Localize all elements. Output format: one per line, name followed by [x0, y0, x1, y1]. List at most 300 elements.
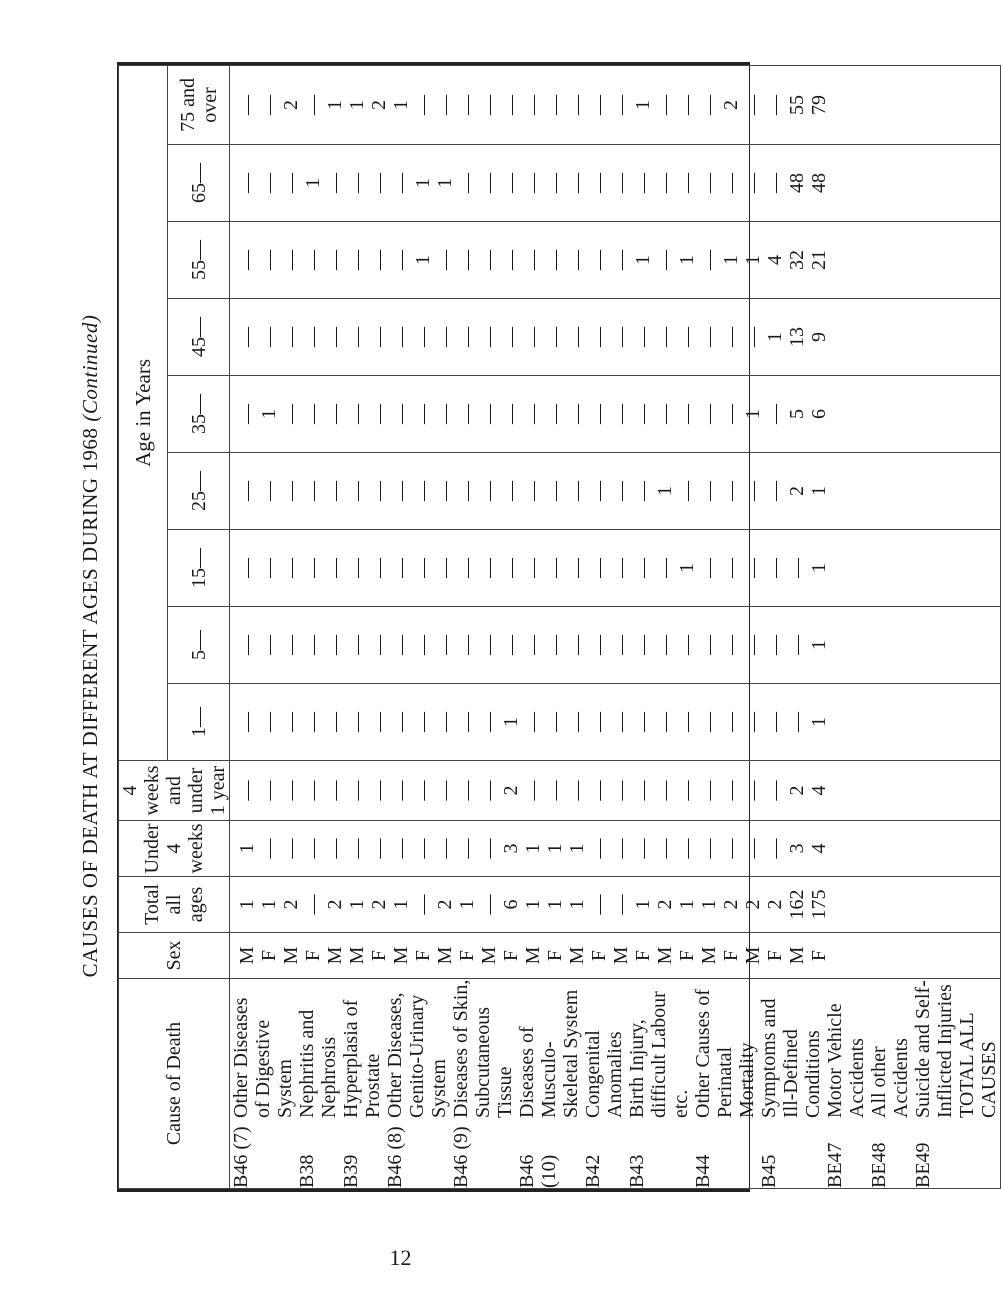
- a45-value: —: [500, 327, 522, 347]
- cause-entry: B38 Nephritis and Nephrosis: [296, 1009, 340, 1188]
- a35-value: —: [522, 404, 544, 424]
- a45-value: —: [302, 327, 324, 347]
- a25-value: —: [610, 481, 632, 501]
- w4to1y-value: —: [588, 780, 610, 801]
- cause-entry: B39 Hyperplasia of Prostate: [340, 999, 384, 1188]
- a55-value: —: [478, 250, 500, 270]
- age-35-column: [230, 376, 1001, 453]
- a45-value: —: [412, 327, 434, 347]
- a35-value: —: [588, 404, 610, 424]
- a25-value: —: [478, 481, 500, 501]
- a25-value: —: [632, 481, 654, 501]
- a5-value: —: [302, 635, 324, 655]
- a15-value: —: [478, 558, 500, 578]
- a75-value: —: [456, 94, 478, 115]
- page-number: 12: [389, 1245, 412, 1270]
- a45-value: —: [324, 327, 346, 347]
- a75-value: 2: [280, 99, 302, 110]
- a65-value: —: [632, 173, 654, 193]
- a15-value: —: [588, 558, 610, 578]
- w4to1y-value: —: [258, 780, 280, 801]
- cause-entry: B42 Congenital Anomalies: [582, 1030, 626, 1188]
- a1-value: —: [324, 712, 346, 732]
- a45-value: —: [280, 327, 302, 347]
- total-value: 2: [742, 899, 764, 910]
- a45-value: —: [456, 327, 478, 347]
- a5-value: —: [764, 635, 786, 655]
- under4w-value: —: [302, 838, 324, 859]
- age-45-column: [230, 299, 1001, 376]
- a1-value: 1: [808, 717, 830, 727]
- sex-value: M: [522, 946, 544, 965]
- under4w-value: —: [456, 838, 478, 859]
- a65-value: —: [456, 173, 478, 193]
- total-value: 2: [654, 899, 676, 910]
- w4to1y-value: —: [742, 780, 764, 801]
- total-value: 2: [434, 899, 456, 910]
- a5-value: —: [654, 635, 676, 655]
- a65-value: —: [236, 173, 258, 193]
- a15-value: —: [390, 558, 412, 578]
- a5-value: —: [390, 635, 412, 655]
- a1-value: —: [236, 712, 258, 732]
- w4to1y-value: —: [654, 780, 676, 801]
- sex-value: F: [258, 949, 280, 962]
- w4to1y-value: —: [368, 780, 390, 801]
- a75-value: 2: [368, 99, 390, 110]
- a1-value: —: [764, 712, 786, 732]
- a35-value: —: [390, 404, 412, 424]
- a5-value: —: [632, 635, 654, 655]
- a55-value: 1: [720, 255, 742, 265]
- a35-value: —: [456, 404, 478, 424]
- sex-value: F: [632, 949, 654, 962]
- 4-weeks-to-1-year-column: [230, 761, 1001, 821]
- age-1-column: [230, 684, 1001, 761]
- under4w-value: —: [632, 838, 654, 859]
- age-15-column: [230, 530, 1001, 607]
- a55-value: —: [280, 250, 302, 270]
- header-age-15: 15—: [168, 530, 230, 607]
- header-age-5: 5—: [168, 607, 230, 684]
- a55-value: 1: [412, 255, 434, 265]
- a75-value: —: [676, 94, 698, 115]
- a55-value: 4: [764, 255, 786, 265]
- w4to1y-value: —: [456, 780, 478, 801]
- a25-value: —: [566, 481, 588, 501]
- a65-value: —: [368, 173, 390, 193]
- a1-value: —: [412, 712, 434, 732]
- sex-value: F: [412, 949, 434, 962]
- a75-value: 1: [324, 99, 346, 110]
- under4w-value: —: [654, 838, 676, 859]
- under4w-value: 1: [522, 843, 544, 854]
- a15-value: —: [698, 558, 720, 578]
- a25-value: —: [742, 481, 764, 501]
- header-cause: Cause of Death: [119, 979, 230, 1189]
- a45-value: 13: [786, 327, 808, 347]
- a1-value: —: [346, 712, 368, 732]
- w4to1y-value: —: [544, 780, 566, 801]
- a35-value: —: [500, 404, 522, 424]
- age-5-column: [230, 607, 1001, 684]
- under4w-value: 1: [544, 843, 566, 854]
- causes-of-death-table: [118, 65, 1001, 1189]
- a15-value: 1: [676, 563, 698, 573]
- w4to1y-value: —: [676, 780, 698, 801]
- a35-value: —: [412, 404, 434, 424]
- w4to1y-value: —: [522, 780, 544, 801]
- a5-value: —: [412, 635, 434, 655]
- a65-value: —: [324, 173, 346, 193]
- a15-value: —: [632, 558, 654, 578]
- a55-value: 32: [786, 250, 808, 270]
- a15-value: —: [500, 558, 522, 578]
- a35-value: —: [654, 404, 676, 424]
- a25-value: —: [302, 481, 324, 501]
- a55-value: —: [566, 250, 588, 270]
- a5-value: —: [720, 635, 742, 655]
- under4w-value: —: [434, 838, 456, 859]
- a75-value: —: [698, 94, 720, 115]
- under4w-value: —: [676, 838, 698, 859]
- header-age-55: 55—: [168, 222, 230, 299]
- sex-value: F: [588, 949, 610, 962]
- total-value: 1: [566, 899, 588, 910]
- a35-value: —: [302, 404, 324, 424]
- cause-entry: B46 (10) Diseases of Musculo-Skeletal System: [516, 989, 582, 1188]
- a55-value: —: [302, 250, 324, 270]
- a1-value: —: [478, 712, 500, 732]
- a5-value: —: [500, 635, 522, 655]
- a1-value: —: [368, 712, 390, 732]
- sex-value: M: [786, 946, 808, 965]
- under4w-value: —: [742, 838, 764, 859]
- a75-value: —: [412, 94, 434, 115]
- a1-value: —: [742, 712, 764, 732]
- a15-value: —: [566, 558, 588, 578]
- a55-value: —: [434, 250, 456, 270]
- under4w-value: 3: [786, 843, 808, 854]
- under4w-value: 4: [808, 843, 830, 854]
- w4to1y-value: —: [324, 780, 346, 801]
- under4w-value: —: [412, 838, 434, 859]
- a15-value: —: [280, 558, 302, 578]
- a1-value: —: [610, 712, 632, 732]
- sex-value: M: [698, 946, 720, 965]
- a45-value: —: [742, 327, 764, 347]
- sex-value: M: [566, 946, 588, 965]
- a5-value: —: [478, 635, 500, 655]
- a5-value: —: [742, 635, 764, 655]
- total-value: 2: [324, 899, 346, 910]
- total-value: 6: [500, 899, 522, 910]
- a45-value: —: [632, 327, 654, 347]
- total-value: —: [478, 894, 500, 915]
- a35-value: —: [698, 404, 720, 424]
- a45-value: —: [588, 327, 610, 347]
- a65-value: 1: [302, 178, 324, 188]
- w4to1y-value: —: [346, 780, 368, 801]
- cause-entry-total: TOTAL ALL CAUSES: [956, 1013, 1000, 1118]
- sex-value: F: [368, 949, 390, 962]
- w4to1y-value: —: [698, 780, 720, 801]
- a1-value: —: [698, 712, 720, 732]
- total-value: 2: [764, 899, 786, 910]
- a5-value: —: [324, 635, 346, 655]
- page-title: [75, 21, 105, 1271]
- a45-value: —: [720, 327, 742, 347]
- a75-value: —: [434, 94, 456, 115]
- total-value: 1: [544, 899, 566, 910]
- a35-value: —: [720, 404, 742, 424]
- w4to1y-value: 4: [808, 785, 830, 796]
- a15-value: —: [302, 558, 324, 578]
- under4w-value: —: [324, 838, 346, 859]
- a65-value: —: [588, 173, 610, 193]
- a65-value: —: [390, 173, 412, 193]
- a25-value: —: [368, 481, 390, 501]
- a15-value: 1: [808, 563, 830, 573]
- a15-value: —: [236, 558, 258, 578]
- a45-value: —: [654, 327, 676, 347]
- a75-value: 79: [808, 94, 830, 115]
- a55-value: —: [456, 250, 478, 270]
- total-value: —: [302, 894, 324, 915]
- a75-value: —: [588, 94, 610, 115]
- a55-value: 1: [676, 255, 698, 265]
- sex-value: F: [720, 949, 742, 962]
- a55-value: —: [324, 250, 346, 270]
- a65-value: —: [522, 173, 544, 193]
- a35-value: 6: [808, 409, 830, 419]
- a15-value: —: [412, 558, 434, 578]
- a15-value: —: [434, 558, 456, 578]
- a5-value: —: [346, 635, 368, 655]
- a55-value: —: [368, 250, 390, 270]
- sex-value: F: [500, 949, 522, 962]
- a35-value: —: [324, 404, 346, 424]
- total-value: 2: [280, 899, 302, 910]
- cause-entry: B45 Symptoms and Ill-Defined Conditions: [758, 998, 824, 1188]
- a35-value: —: [566, 404, 588, 424]
- a35-value: —: [368, 404, 390, 424]
- a5-value: —: [786, 635, 808, 655]
- a1-value: —: [654, 712, 676, 732]
- a15-value: —: [786, 558, 808, 578]
- under4w-value: 1: [236, 843, 258, 854]
- a65-value: —: [500, 173, 522, 193]
- page-title-suffix: (Continued): [77, 314, 102, 422]
- under4w-value: —: [588, 838, 610, 859]
- a35-value: —: [478, 404, 500, 424]
- a15-value: —: [544, 558, 566, 578]
- total-value: 1: [698, 899, 720, 910]
- a5-value: —: [434, 635, 456, 655]
- under4w-value: 1: [566, 843, 588, 854]
- a65-value: —: [610, 173, 632, 193]
- a25-value: —: [412, 481, 434, 501]
- a5-value: —: [368, 635, 390, 655]
- total-value: 1: [456, 899, 478, 910]
- a55-value: —: [610, 250, 632, 270]
- sex-value: M: [742, 946, 764, 965]
- a65-value: —: [280, 173, 302, 193]
- a25-value: —: [522, 481, 544, 501]
- age-65-column: [230, 145, 1001, 222]
- a35-value: —: [434, 404, 456, 424]
- a45-value: —: [566, 327, 588, 347]
- a35-value: —: [236, 404, 258, 424]
- total-column: [230, 877, 1001, 933]
- a35-value: —: [346, 404, 368, 424]
- a45-value: —: [258, 327, 280, 347]
- total-value: 1: [522, 899, 544, 910]
- sex-value: M: [434, 946, 456, 965]
- header-age-35: 35—: [168, 376, 230, 453]
- a5-value: —: [456, 635, 478, 655]
- a1-value: —: [544, 712, 566, 732]
- a75-value: —: [764, 94, 786, 115]
- sex-column: [230, 933, 1001, 979]
- a25-value: —: [720, 481, 742, 501]
- header-age-65: 65—: [168, 145, 230, 222]
- a25-value: 2: [786, 486, 808, 496]
- a15-value: —: [368, 558, 390, 578]
- header-total: Total all ages: [119, 877, 230, 933]
- a75-value: 1: [632, 99, 654, 110]
- a15-value: —: [456, 558, 478, 578]
- a45-value: —: [522, 327, 544, 347]
- a35-value: —: [764, 404, 786, 424]
- a65-value: —: [676, 173, 698, 193]
- a25-value: 1: [654, 486, 676, 496]
- a55-value: 1: [632, 255, 654, 265]
- a15-value: —: [720, 558, 742, 578]
- a1-value: —: [456, 712, 478, 732]
- a1-value: —: [632, 712, 654, 732]
- under4w-value: —: [258, 838, 280, 859]
- table-frame: [117, 62, 1000, 1192]
- a5-value: —: [588, 635, 610, 655]
- a1-value: —: [258, 712, 280, 732]
- a15-value: —: [654, 558, 676, 578]
- a15-value: —: [764, 558, 786, 578]
- a75-value: —: [478, 94, 500, 115]
- a75-value: —: [302, 94, 324, 115]
- a55-value: —: [390, 250, 412, 270]
- a75-value: —: [500, 94, 522, 115]
- a65-value: —: [346, 173, 368, 193]
- a35-value: —: [676, 404, 698, 424]
- a25-value: —: [236, 481, 258, 501]
- under4w-value: —: [280, 838, 302, 859]
- w4to1y-value: —: [566, 780, 588, 801]
- a65-value: —: [764, 173, 786, 193]
- total-value: 1: [632, 899, 654, 910]
- a55-value: 1: [742, 255, 764, 265]
- a65-value: 1: [412, 178, 434, 188]
- header-age-group: Age in Years: [119, 65, 168, 760]
- a45-value: —: [236, 327, 258, 347]
- total-value: 175: [808, 889, 830, 920]
- a65-value: —: [654, 173, 676, 193]
- cause-entry: B43 Birth Injury, difficult Labour etc.: [626, 991, 692, 1188]
- a5-value: —: [258, 635, 280, 655]
- a75-value: 2: [720, 99, 742, 110]
- header-age-45: 45—: [168, 299, 230, 376]
- a25-value: —: [544, 481, 566, 501]
- sex-value: F: [456, 949, 478, 962]
- a45-value: 1: [764, 332, 786, 342]
- a35-value: —: [280, 404, 302, 424]
- a1-value: —: [302, 712, 324, 732]
- under-4-weeks-column: [230, 821, 1001, 877]
- a65-value: 48: [808, 173, 830, 193]
- a5-value: —: [522, 635, 544, 655]
- a1-value: —: [566, 712, 588, 732]
- under4w-value: —: [610, 838, 632, 859]
- w4to1y-value: —: [478, 780, 500, 801]
- a5-value: —: [610, 635, 632, 655]
- a45-value: —: [544, 327, 566, 347]
- total-value: 1: [236, 899, 258, 910]
- a5-value: —: [236, 635, 258, 655]
- a45-value: —: [434, 327, 456, 347]
- a25-value: 1: [808, 486, 830, 496]
- a45-value: —: [698, 327, 720, 347]
- age-75-and-over-column: [230, 65, 1001, 144]
- w4to1y-value: —: [390, 780, 412, 801]
- a5-value: —: [698, 635, 720, 655]
- a55-value: —: [522, 250, 544, 270]
- a15-value: —: [324, 558, 346, 578]
- cause-entry: BE47 Motor Vehicle Accidents: [824, 1003, 868, 1188]
- a65-value: 1: [434, 178, 456, 188]
- a25-value: —: [764, 481, 786, 501]
- age-55-column: [230, 222, 1001, 299]
- a75-value: —: [258, 94, 280, 115]
- a15-value: —: [610, 558, 632, 578]
- sex-value: F: [676, 949, 698, 962]
- a1-value: —: [280, 712, 302, 732]
- w4to1y-value: —: [302, 780, 324, 801]
- a65-value: 48: [786, 173, 808, 193]
- a1-value: —: [434, 712, 456, 732]
- a75-value: —: [610, 94, 632, 115]
- sex-value: M: [390, 946, 412, 965]
- total-value: 2: [720, 899, 742, 910]
- under4w-value: —: [698, 838, 720, 859]
- rotated-table-container: [118, 65, 1000, 1189]
- a35-value: 5: [786, 409, 808, 419]
- w4to1y-value: —: [610, 780, 632, 801]
- cause-entry: BE49 Suicide and Self-Inflicted Injuries: [912, 980, 956, 1188]
- total-value: 1: [390, 899, 412, 910]
- a25-value: —: [346, 481, 368, 501]
- a75-value: —: [522, 94, 544, 115]
- total-value: 2: [368, 899, 390, 910]
- cause-entry: B46 (9) Diseases of Skin, Subcutaneous Tissue: [450, 979, 516, 1188]
- w4to1y-value: —: [434, 780, 456, 801]
- a55-value: —: [654, 250, 676, 270]
- a35-value: —: [632, 404, 654, 424]
- total-value: —: [588, 894, 610, 915]
- cause-entry: BE48 All other Accidents: [868, 1038, 912, 1188]
- header-under-4-weeks: Under 4 weeks: [119, 821, 230, 877]
- total-value: —: [412, 894, 434, 915]
- a65-value: —: [742, 173, 764, 193]
